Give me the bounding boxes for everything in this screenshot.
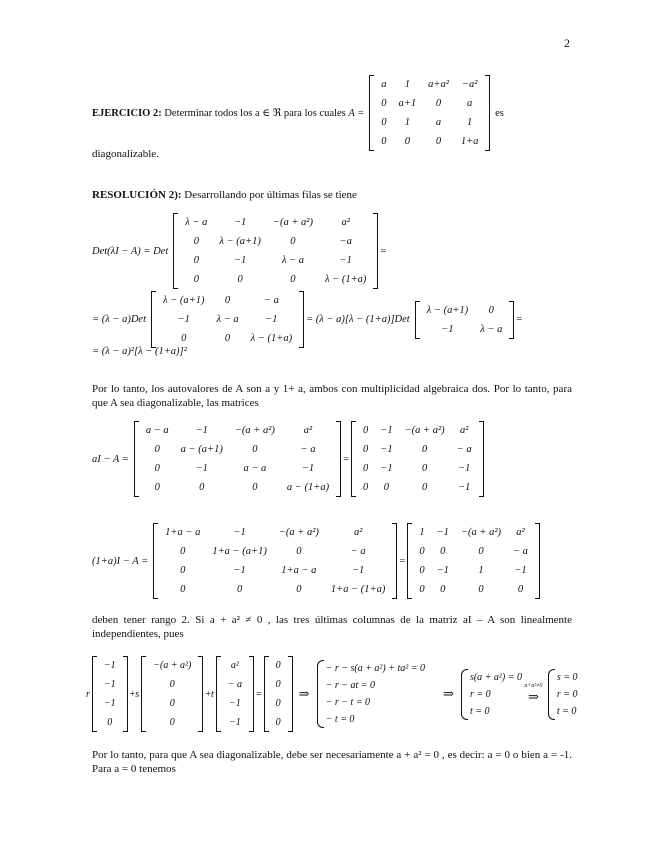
matrix-cell: 0 — [169, 679, 175, 690]
one-plus-aI-matrix-result — [407, 523, 540, 599]
matrix-cell: 0 — [236, 584, 243, 595]
matrix-cell: 0 — [199, 482, 205, 493]
matrix-cell: a — [467, 98, 473, 109]
matrix-cell: −1 — [380, 444, 393, 455]
det2-matrix — [415, 301, 515, 339]
matrix-cell: 0 — [193, 255, 199, 266]
one-plus-aI-eq: = — [399, 555, 406, 567]
aI-matrix-result — [351, 421, 484, 497]
exercise-heading: EJERCICIO 2: — [92, 107, 162, 119]
matrix-cell: 0 — [363, 444, 369, 455]
matrix-cell: −1 — [436, 527, 449, 538]
matrix-cell: −1 — [233, 565, 246, 576]
one-plus-aI-matrix-expanded — [153, 523, 397, 599]
implies-with-condition — [524, 683, 543, 705]
matrix-cell: a² — [459, 425, 469, 436]
matrix-cell: 0 — [154, 463, 160, 474]
matrix-cell: 0 — [440, 584, 446, 595]
matrix-cell: −1 — [351, 565, 365, 576]
paragraph-rank: deben tener rango 2. Si a + a² ≠ 0 , las tres últimas columnas de la matriz aI – A son linealmente independientes, pues — [92, 614, 572, 640]
matrix-cell: 0 — [419, 584, 425, 595]
det-label: Det(λI − A) = Det — [92, 245, 169, 257]
coef-t: t — [211, 688, 214, 700]
exercise-text: Determinar todos los a ∈ ℜ para los cuales — [164, 108, 346, 119]
det-line2-prefix: = (λ − a)Det — [92, 314, 146, 325]
matrix-cell: 0 — [435, 136, 442, 147]
matrix-cell: 0 — [422, 482, 428, 493]
matrix-cell: 0 — [275, 679, 281, 690]
matrix-cell: λ − (a+1) — [426, 304, 469, 316]
matrix-cell: 0 — [290, 236, 296, 247]
one-plus-aI-minus-A — [92, 523, 542, 599]
matrix-cell: 0 — [224, 333, 231, 344]
system-equation: − r − t = 0 — [325, 697, 370, 708]
system-equation: t = 0 — [556, 705, 577, 717]
matrix-cell: a — [435, 117, 442, 128]
matrix-cell: λ − (a+1) — [163, 295, 205, 306]
exercise-continuation: diagonalizable. — [92, 148, 159, 160]
matrix-cell: −1 — [457, 463, 471, 474]
det-line-3: = (λ − a)²[λ − (1+a)]² — [92, 346, 187, 357]
matrix-cell: 0 — [193, 236, 199, 247]
matrix-cell: 0 — [252, 482, 258, 493]
matrix-cell: 0 — [440, 546, 446, 557]
det-line2-eq: = — [516, 314, 523, 325]
matrix-cell: − a — [350, 546, 366, 557]
matrix-cell: 1+a − a — [281, 565, 317, 576]
matrix-cell: −(a + a²) — [278, 527, 319, 538]
paragraph-conclusion: Por lo tanto, para que A sea diagonalizable, debe ser necesariamente a + a² = 0 , es decir: a = 0 o bien a = -1. Para a = 0 tenemos — [92, 749, 572, 775]
matrix-A-label: A = — [348, 107, 365, 119]
det-eq: = — [380, 245, 387, 257]
matrix-cell: 0 — [478, 584, 484, 595]
matrix-cell: λ − a — [480, 323, 503, 335]
matrix-cell: 0 — [290, 274, 296, 285]
matrix-cell: − a — [300, 444, 316, 455]
zero-vector — [264, 656, 293, 732]
matrix-cell: 1 — [467, 117, 473, 128]
system-equation: t = 0 — [469, 705, 490, 717]
matrix-cell: λ − (1+a) — [250, 333, 293, 344]
matrix-cell: λ − a — [281, 255, 304, 266]
matrix-cell: −(a + a²) — [460, 527, 501, 538]
matrix-cell: 0 — [381, 136, 387, 147]
aI-label: aI − A = — [92, 453, 129, 465]
resolution-text: Desarrollando por últimas filas se tiene — [184, 189, 357, 201]
matrix-cell: −1 — [233, 527, 246, 538]
matrix-cell: − a — [227, 679, 243, 690]
matrix-cell: a — [381, 79, 387, 90]
matrix-cell: −1 — [195, 463, 208, 474]
matrix-cell: −1 — [229, 717, 241, 728]
matrix-cell: −(a + a²) — [404, 425, 445, 436]
matrix-cell: −1 — [103, 660, 116, 671]
matrix-cell: 0 — [181, 333, 187, 344]
matrix-cell: a² — [341, 217, 350, 228]
matrix-cell: a+1 — [398, 98, 417, 109]
det-line-2 — [92, 291, 522, 348]
matrix-cell: 0 — [193, 274, 199, 285]
matrix-cell: 0 — [154, 482, 160, 493]
system-3 — [548, 669, 578, 720]
system-equation: s = 0 — [556, 671, 578, 683]
matrix-cell: 0 — [169, 717, 175, 728]
matrix-cell: 0 — [381, 117, 387, 128]
matrix-cell: − a — [456, 444, 472, 455]
matrix-cell: 1+a — [460, 136, 479, 147]
matrix-cell: a − (1+a) — [286, 482, 330, 493]
matrix-cell: − a — [263, 295, 279, 306]
resolution-intro — [92, 188, 572, 202]
one-plus-aI-label: (1+a)I − A = — [92, 555, 149, 567]
matrix-cell: −1 — [339, 255, 352, 266]
matrix-cell: −1 — [380, 425, 393, 436]
det-line2-mid: = (λ − a)[λ − (1+a)]Det — [306, 314, 410, 325]
matrix-cell: λ − (1+a) — [324, 274, 367, 285]
matrix-cell: −(a + a²) — [234, 425, 275, 436]
plus-1: + — [129, 688, 136, 700]
matrix-cell: − a — [512, 546, 528, 557]
matrix-cell: 0 — [180, 584, 186, 595]
matrix-cell: 1 — [404, 79, 410, 90]
matrix-cell: −1 — [457, 482, 471, 493]
system-equation: r = 0 — [556, 688, 578, 700]
matrix-cell: λ − a — [185, 217, 208, 228]
matrix-cell: 0 — [252, 444, 258, 455]
system-equation: − r − s(a + a²) + ta² = 0 — [325, 663, 426, 674]
matrix-cell: 1+a − (1+a) — [330, 584, 386, 595]
matrix-cell: 0 — [296, 584, 302, 595]
matrix-cell: a² — [303, 425, 313, 436]
condition-label: a+a²≠0 — [524, 683, 543, 689]
vector-2 — [141, 656, 203, 732]
matrix-cell: 0 — [363, 425, 369, 436]
system-equation: − r − at = 0 — [325, 680, 375, 691]
matrix-cell: 0 — [107, 717, 113, 728]
matrix-cell: 0 — [154, 444, 160, 455]
matrix-cell: a − a — [145, 425, 169, 436]
matrix-cell: 0 — [422, 444, 428, 455]
matrix-cell: 0 — [275, 717, 281, 728]
page-number: 2 — [564, 36, 570, 50]
matrix-cell: −a — [339, 236, 352, 247]
matrix-cell: a² — [230, 660, 239, 671]
matrix-cell: −1 — [380, 463, 393, 474]
exercise-statement — [92, 75, 504, 151]
matrix-cell: 0 — [180, 546, 186, 557]
vector-3 — [216, 656, 254, 732]
matrix-cell: −1 — [265, 314, 278, 325]
exercise-trailing: es — [495, 107, 504, 119]
implies-arrow-2: ⇒ — [443, 686, 454, 701]
matrix-A — [369, 75, 490, 151]
det-matrix — [173, 213, 378, 289]
linear-combination — [86, 656, 578, 732]
matrix-cell: 0 — [383, 482, 390, 493]
aI-minus-A — [92, 421, 486, 497]
matrix-cell: 0 — [363, 482, 369, 493]
system-equation: s(a + a²) = 0 — [469, 671, 522, 683]
implies-arrow-3: ⇒ — [528, 689, 539, 704]
matrix-cell: 0 — [419, 546, 425, 557]
matrix-cell: 0 — [296, 546, 302, 557]
system-1 — [317, 660, 425, 728]
matrix-cell: 0 — [237, 274, 243, 285]
matrix-cell: 0 — [435, 98, 442, 109]
matrix-cell: 0 — [404, 136, 410, 147]
matrix-cell: −1 — [233, 255, 247, 266]
matrix-cell: a − a — [243, 463, 267, 474]
matrix-cell: 0 — [381, 98, 387, 109]
implies-arrow-1: ⇒ — [298, 686, 310, 701]
matrix-cell: 1 — [419, 527, 425, 538]
matrix-cell: a² — [353, 527, 363, 538]
matrix-cell: −1 — [229, 698, 241, 709]
matrix-cell: λ − (a+1) — [219, 236, 261, 247]
matrix-cell: 0 — [363, 463, 369, 474]
matrix-cell: 0 — [488, 304, 494, 316]
matrix-cell: 0 — [224, 295, 231, 306]
coef-r: r — [86, 688, 90, 700]
matrix-cell: a² — [516, 527, 525, 538]
matrix-cell: −1 — [103, 679, 116, 690]
matrix-cell: 0 — [169, 698, 175, 709]
matrix-cell: −(a + a²) — [272, 217, 313, 228]
eq-zero: = — [256, 688, 262, 700]
matrix-cell: −1 — [514, 565, 527, 576]
coef-s: s — [135, 688, 140, 700]
matrix-cell: λ − a — [216, 314, 239, 325]
matrix-cell: 0 — [422, 463, 428, 474]
matrix-cell: −a² — [461, 79, 478, 90]
matrix-cell: 1+a − (a+1) — [212, 546, 267, 557]
matrix-cell: −1 — [436, 565, 449, 576]
matrix-cell: −(a + a²) — [153, 660, 192, 671]
matrix-cell: a − (a+1) — [180, 444, 223, 455]
system-equation: r = 0 — [469, 688, 491, 700]
matrix-cell: 0 — [478, 546, 484, 557]
matrix-cell: −1 — [177, 314, 190, 325]
matrix-cell: a+a² — [428, 79, 449, 90]
det3-matrix — [151, 291, 304, 348]
matrix-cell: 1 — [404, 117, 410, 128]
matrix-cell: −1 — [301, 463, 315, 474]
aI-matrix-expanded — [134, 421, 341, 497]
matrix-cell: 0 — [419, 565, 425, 576]
paragraph-eigenvalues: Por lo tanto, los autovalores de A son a y 1+ a, ambos con multiplicidad algebraica dos. Por lo tanto, para que A sea diagonalizable, las matrices — [92, 383, 572, 409]
matrix-cell: 0 — [275, 698, 281, 709]
aI-eq: = — [343, 453, 349, 465]
matrix-cell: −1 — [103, 698, 116, 709]
vector-1 — [92, 656, 128, 732]
matrix-cell: 0 — [180, 565, 186, 576]
matrix-cell: −1 — [233, 217, 247, 228]
matrix-cell: −1 — [195, 425, 208, 436]
matrix-cell: 1 — [478, 565, 484, 576]
matrix-cell: 0 — [517, 584, 524, 595]
matrix-cell: 1+a − a — [165, 527, 201, 538]
matrix-cell: −1 — [441, 323, 454, 335]
plus-2: + — [205, 688, 211, 700]
system-2 — [461, 669, 522, 720]
matrix-cell: 0 — [275, 660, 281, 671]
det-line-1 — [92, 213, 386, 289]
resolution-heading: RESOLUCIÓN 2): — [92, 189, 182, 201]
system-equation: − t = 0 — [325, 714, 355, 725]
